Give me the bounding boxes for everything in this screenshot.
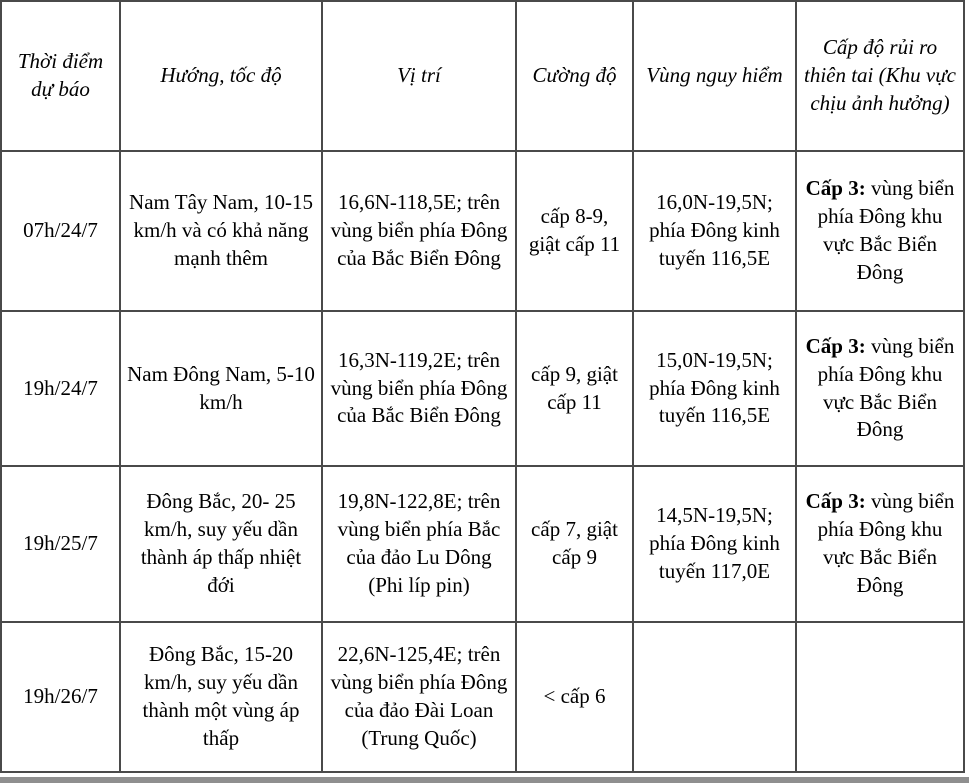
cell-forecast-time: 19h/24/7	[1, 311, 120, 466]
header-intensity: Cường độ	[516, 1, 633, 151]
risk-level-text: vùng biển phía Đông khu vực Bắc Biển Đông	[817, 333, 955, 442]
bottom-divider	[0, 777, 969, 783]
cell-risk-level	[796, 622, 964, 772]
risk-level-text: vùng biển phía Đông khu vực Bắc Biển Đông	[817, 176, 955, 284]
cell-direction-speed: Đông Bắc, 15-20 km/h, suy yếu dần thành một vùng áp thấp	[120, 622, 322, 772]
cell-forecast-time: 19h/25/7	[1, 466, 120, 622]
cell-danger-zone: 16,0N-19,5N; phía Đông kinh tuyến 116,5E	[633, 151, 796, 311]
cell-direction-speed: Nam Đông Nam, 5-10 km/h	[120, 311, 322, 466]
cell-position: 22,6N-125,4E; trên vùng biển phía Đông của đảo Đài Loan (Trung Quốc)	[322, 622, 516, 772]
header-danger-zone: Vùng nguy hiểm	[633, 1, 796, 151]
cell-danger-zone: 14,5N-19,5N; phía Đông kinh tuyến 117,0E	[633, 466, 796, 622]
header-forecast-time: Thời điểm dự báo	[1, 1, 120, 151]
header-position: Vị trí	[322, 1, 516, 151]
forecast-row	[1, 151, 964, 311]
forecast-row	[1, 466, 964, 622]
header-row	[1, 1, 964, 151]
forecast-row	[1, 622, 964, 772]
risk-level-label: Cấp 3:	[805, 333, 866, 358]
cell-intensity: cấp 9, giật cấp 11	[516, 311, 633, 466]
header-direction-speed: Hướng, tốc độ	[120, 1, 322, 151]
forecast-row	[1, 311, 964, 466]
risk-level-label: Cấp 3:	[805, 176, 866, 201]
cell-direction-speed: Đông Bắc, 20- 25 km/h, suy yếu dần thành áp thấp nhiệt đới	[120, 466, 322, 622]
cell-intensity: < cấp 6	[516, 622, 633, 772]
cell-position: 16,3N-119,2E; trên vùng biển phía Đông của Bắc Biển Đông	[322, 311, 516, 466]
cell-risk-level	[796, 151, 964, 311]
cell-forecast-time: 07h/24/7	[1, 151, 120, 311]
risk-level-label: Cấp 3:	[805, 489, 866, 514]
cell-direction-speed: Nam Tây Nam, 10-15 km/h và có khả năng mạnh thêm	[120, 151, 322, 311]
cell-danger-zone: 15,0N-19,5N; phía Đông kinh tuyến 116,5E	[633, 311, 796, 466]
cell-position: 19,8N-122,8E; trên vùng biển phía Bắc của đảo Lu Dông (Phi líp pin)	[322, 466, 516, 622]
header-risk-level: Cấp độ rủi ro thiên tai (Khu vực chịu ảnh hưởng)	[796, 1, 964, 151]
cell-risk-level	[796, 311, 964, 466]
cell-forecast-time: 19h/26/7	[1, 622, 120, 772]
cell-intensity: cấp 7, giật cấp 9	[516, 466, 633, 622]
cell-position: 16,6N-118,5E; trên vùng biển phía Đông của Bắc Biển Đông	[322, 151, 516, 311]
cell-danger-zone	[633, 622, 796, 772]
risk-level-text: vùng biển phía Đông khu vực Bắc Biển Đông	[817, 489, 955, 597]
cell-intensity: cấp 8-9, giật cấp 11	[516, 151, 633, 311]
cell-risk-level	[796, 466, 964, 622]
